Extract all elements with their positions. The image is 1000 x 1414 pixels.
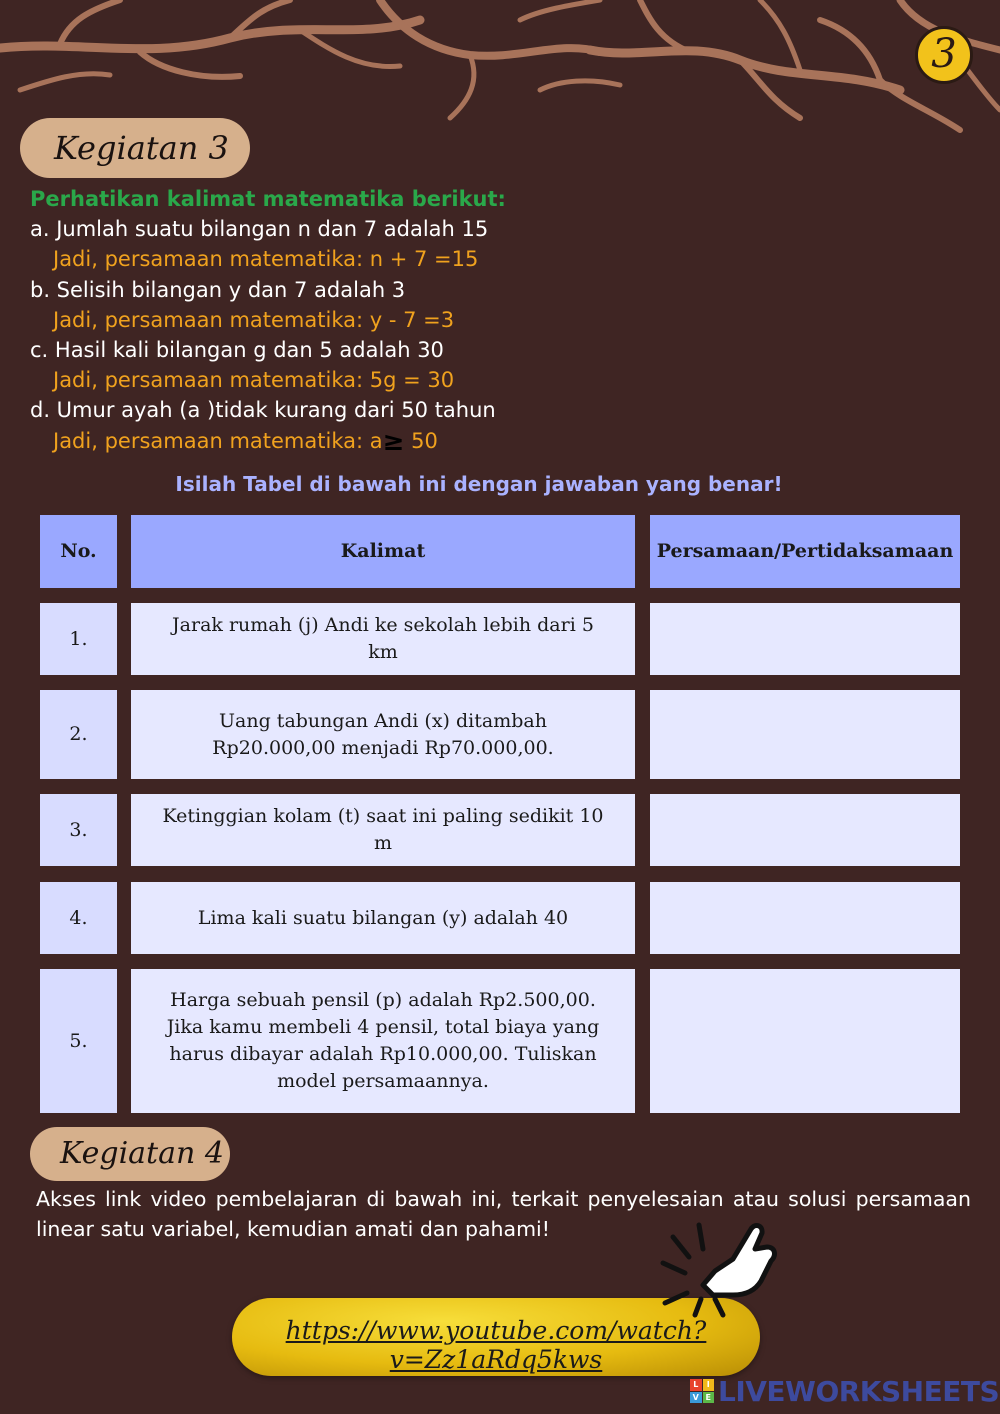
- row-number: 3.: [40, 794, 117, 866]
- answer-suffix: 50: [404, 428, 438, 453]
- row-number: 5.: [40, 969, 117, 1113]
- header-persamaan: Persamaan/Pertidaksamaan: [650, 515, 960, 588]
- example-item: b. Selisih bilangan y dan 7 adalah 3: [30, 277, 406, 302]
- row-kalimat: Jarak rumah (j) Andi ke sekolah lebih dari 5 km: [131, 603, 635, 675]
- answer-input[interactable]: [650, 882, 960, 954]
- header-kalimat: Kalimat: [131, 515, 635, 588]
- row-kalimat: Ketinggian kolam (t) saat ini paling sedikit 10 m: [131, 794, 635, 866]
- liveworksheets-text: LIVEWORKSHEETS: [718, 1374, 1000, 1408]
- answer-input[interactable]: [650, 690, 960, 779]
- examples-block: [30, 184, 730, 457]
- kegiatan-3-title: Kegiatan 3: [20, 118, 250, 178]
- example-answer: Jadi, persamaan matematika: n + 7 =15: [53, 247, 479, 272]
- examples-lead: Perhatikan kalimat matematika berikut:: [30, 187, 506, 211]
- example-answer: Jadi, persamaan matematika: y - 7 =3: [53, 307, 455, 332]
- row-number: 4.: [40, 882, 117, 954]
- row-kalimat: Lima kali suatu bilangan (y) adalah 40: [131, 882, 635, 954]
- geq-symbol: ≥: [382, 426, 405, 457]
- answer-input[interactable]: [650, 794, 960, 866]
- example-item: c. Hasil kali bilangan g dan 5 adalah 30: [30, 338, 444, 363]
- row-kalimat: Harga sebuah pensil (p) adalah Rp2.500,00. Jika kamu membeli 4 pensil, total biaya yang harus dibayar adalah Rp10.000,00. Tuliskan model persamaannya.: [131, 969, 635, 1113]
- kegiatan-4-title: Kegiatan 4: [30, 1127, 230, 1181]
- liveworksheets-watermark: [690, 1376, 999, 1406]
- header-no: No.: [40, 515, 117, 588]
- answer-input[interactable]: [650, 603, 960, 675]
- example-answer: Jadi, persamaan matematika: 5g = 30: [53, 368, 455, 393]
- example-item: a. Jumlah suatu bilangan n dan 7 adalah 15: [30, 217, 489, 242]
- page-number-badge: 3: [915, 26, 973, 84]
- answer-prefix: Jadi, persamaan matematika: a: [53, 428, 383, 453]
- row-number: 1.: [40, 603, 117, 675]
- example-answer: [30, 426, 730, 457]
- kegiatan-4-instruction: Akses link video pembelajaran di bawah ini, terkait penyelesaian atau solusi persamaan linear satu variabel, kemudian amati dan pahami!: [36, 1187, 971, 1241]
- example-item: d. Umur ayah (a )tidak kurang dari 50 tahun: [30, 398, 496, 423]
- row-kalimat: Uang tabungan Andi (x) ditambah Rp20.000,00 menjadi Rp70.000,00.: [131, 690, 635, 779]
- video-link[interactable]: https://www.youtube.com/watch?v=Zz1aRdq5kws: [285, 1316, 707, 1374]
- answer-input[interactable]: [650, 969, 960, 1113]
- table-instruction: Isilah Tabel di bawah ini dengan jawaban yang benar!: [175, 472, 783, 496]
- liveworksheets-logo-icon: L I V E: [690, 1379, 714, 1403]
- row-number: 2.: [40, 690, 117, 779]
- pointing-hand-icon: [655, 1215, 780, 1320]
